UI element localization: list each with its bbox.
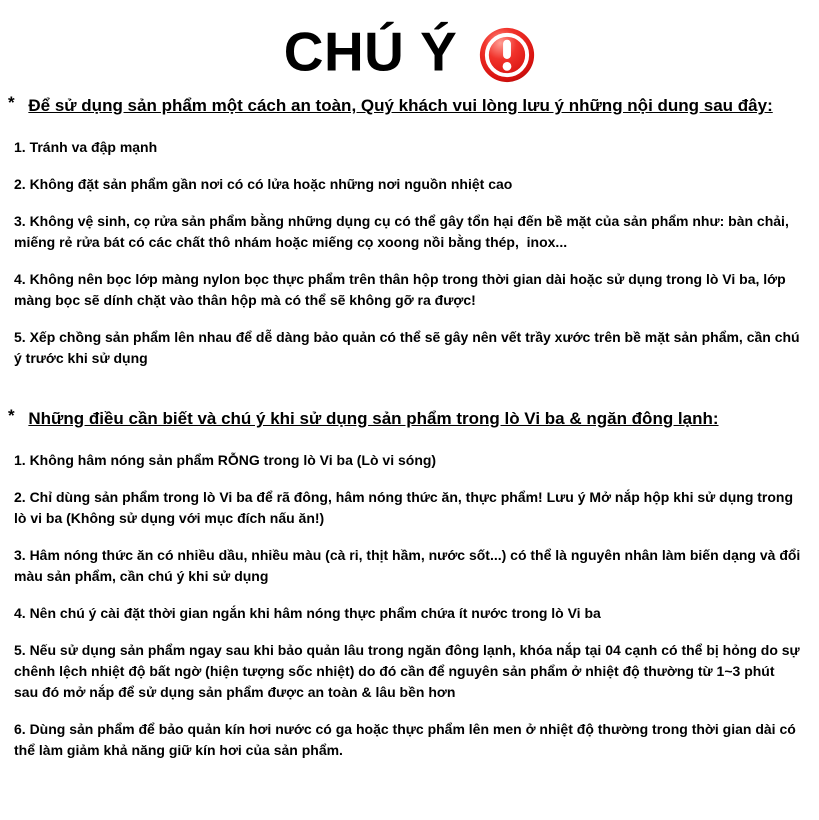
section-safe-usage: [8, 93, 811, 369]
list-item-1-1: 1. Tránh va đập mạnh: [14, 139, 158, 155]
list-item-2-2: 2. Chỉ dùng sản phẩm trong lò Vi ba để rã đông, hâm nóng thức ăn, thực phẩm! Lưu ý Mở nắp hộp khi sử dụng trong lò vi ba (Không sử dụng với mục đích nấu ăn!): [14, 489, 797, 526]
page-title-text: CHÚ Ý: [283, 20, 458, 83]
list-item-2-5: 5. Nếu sử dụng sản phẩm ngay sau khi bảo quản lâu trong ngăn đông lạnh, khóa nắp tại 04 cạnh có thể bị hỏng do sự chênh lệch nhiệt độ bất ngờ (hiện tượng sốc nhiệt) do đó cần để nguyên sản phẩm ở nhiệt độ thường từ 1~3 phút sau đó mở nắp để sử dụng sản phẩm được an toàn & lâu bền hơn: [14, 642, 804, 700]
section-microwave-freezer: [8, 406, 811, 761]
page-title: [8, 16, 811, 82]
heading-asterisk: *: [8, 93, 15, 112]
list-item-1-3: 3. Không vệ sinh, cọ rửa sản phẩm bằng những dụng cụ có thể gây tổn hại đến bề mặt của sản phẩm như: bàn chải, miếng rẻ rửa bát có các chất thô nhám hoặc miếng cọ xoong nồi bằng thép, inox...: [14, 213, 793, 250]
list-item-2-1: 1. Không hâm nóng sản phẩm RỖNG trong lò Vi ba (Lò vi sóng): [14, 452, 437, 468]
section-1-heading-text: Để sử dụng sản phẩm một cách an toàn, Quý khách vui lòng lưu ý những nội dung sau đây:: [28, 96, 773, 115]
section-2-heading-text: Những điều cần biết và chú ý khi sử dụng sản phẩm trong lò Vi ba & ngăn đông lạnh:: [28, 409, 719, 428]
section-1-heading: [8, 93, 811, 116]
list-item-2-6: 6. Dùng sản phẩm để bảo quản kín hơi nước có ga hoặc thực phẩm lên men ở nhiệt độ thường trong thời gian dài có thể làm giảm khả năng giữ kín hơi của sản phẩm.: [14, 721, 800, 758]
heading-asterisk: *: [8, 406, 15, 425]
list-item-2-4: 4. Nên chú ý cài đặt thời gian ngắn khi hâm nóng thực phẩm chứa ít nước trong lò Vi ba: [14, 605, 601, 621]
list-item-1-4: 4. Không nên bọc lớp màng nylon bọc thực phẩm trên thân hộp trong thời gian dài hoặc sử dụng trong lò Vi ba, lớp màng bọc sẽ dính chặt vào thân hộp mà có thể sẽ không gỡ ra được!: [14, 271, 790, 308]
list-item-2-3: 3. Hâm nóng thức ăn có nhiều dầu, nhiều màu (cà ri, thịt hầm, nước sốt...) có thể là nguyên nhân làm biến dạng và đổi màu sản phẩm, cần chú ý khi sử dụng: [14, 547, 805, 584]
list-item-1-5: 5. Xếp chồng sản phẩm lên nhau để dễ dàng bảo quản có thể sẽ gây nên vết trầy xước trên bề mặt sản phẩm, cần chú ý trước khi sử dụng: [14, 329, 804, 366]
warning-icon: [479, 27, 535, 83]
section-2-heading: [8, 406, 811, 429]
list-item-1-2: 2. Không đặt sản phẩm gần nơi có có lửa hoặc những nơi nguồn nhiệt cao: [14, 176, 513, 192]
